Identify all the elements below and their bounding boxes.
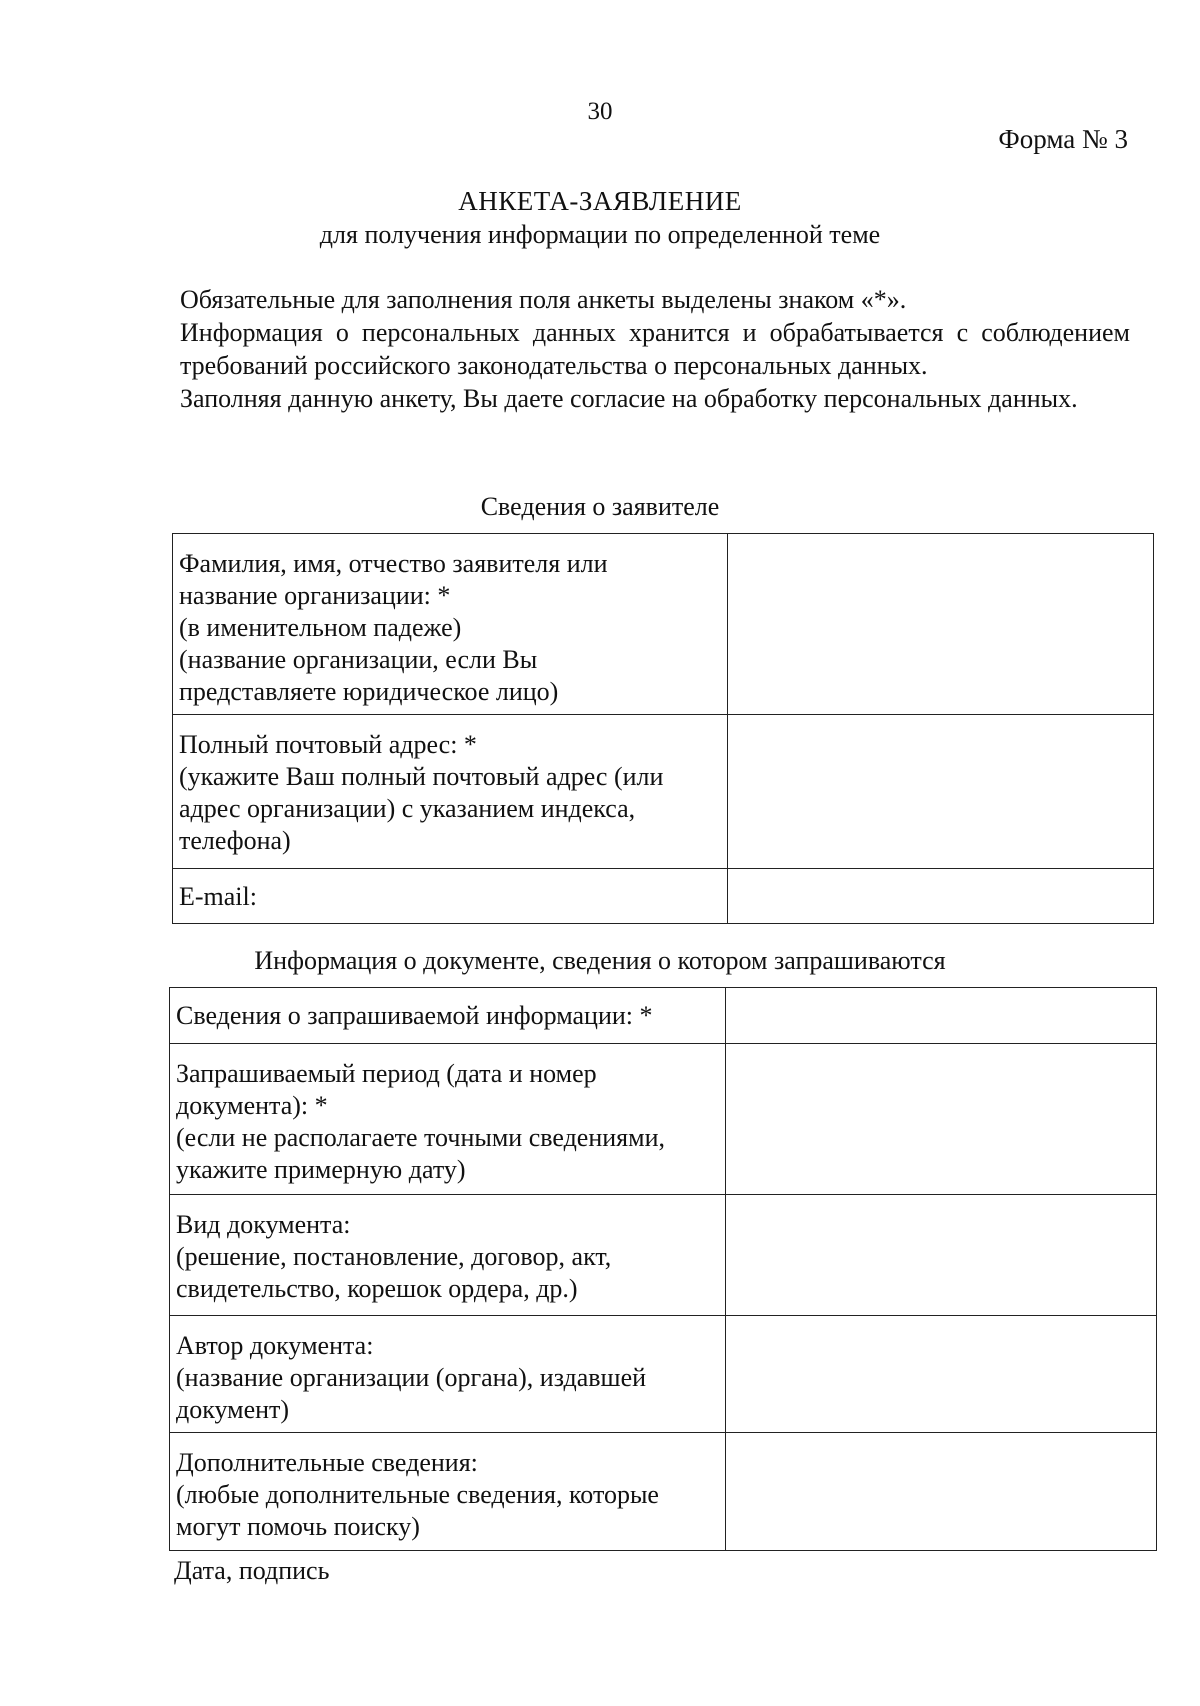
required-fields-note: Обязательные для заполнения поля анкеты выделены знаком «*». <box>180 285 907 314</box>
field-label-line: Вид документа: <box>176 1210 351 1239</box>
consent-note: Заполняя данную анкету, Вы даете согласие на обработку персональных данных. <box>180 384 1078 413</box>
postal-address-label <box>173 715 728 869</box>
requested-period-field[interactable] <box>726 1044 1157 1195</box>
table-row <box>170 988 1157 1044</box>
field-label-line: документ) <box>176 1395 290 1424</box>
document-title: АНКЕТА-ЗАЯВЛЕНИЕ <box>458 186 742 216</box>
field-label-line: (название организации (органа), издавшей <box>176 1363 647 1392</box>
field-label-line: могут помочь поиску) <box>176 1512 420 1541</box>
date-signature-label: Дата, подпись <box>174 1556 330 1585</box>
field-label-line: Автор документа: <box>176 1331 374 1360</box>
field-label-line: Полный почтовый адрес: * <box>179 730 477 759</box>
field-label-line: Дополнительные сведения: <box>176 1448 478 1477</box>
field-label-line: (в именительном падеже) <box>179 613 462 642</box>
field-label-line: Сведения о запрашиваемой информации: * <box>176 1001 653 1030</box>
postal-address-field[interactable] <box>728 715 1154 869</box>
field-label-line: название организации: * <box>179 581 451 610</box>
field-label-line: телефона) <box>179 826 291 855</box>
field-label-line: свидетельство, корешок ордера, др.) <box>176 1274 578 1303</box>
table-row <box>173 869 1154 924</box>
table-row <box>170 1195 1157 1316</box>
applicant-name-label <box>173 534 728 715</box>
field-label-line: укажите примерную дату) <box>176 1155 466 1184</box>
additional-info-field[interactable] <box>726 1433 1157 1551</box>
field-label-line: представляете юридическое лицо) <box>179 677 559 706</box>
page-number: 30 <box>587 98 613 125</box>
document-table <box>169 987 1157 1551</box>
document-author-field[interactable] <box>726 1316 1157 1433</box>
applicant-table <box>172 533 1154 924</box>
email-field[interactable] <box>728 869 1154 924</box>
intro-text <box>180 283 1130 415</box>
field-label-line: (название организации, если Вы <box>179 645 538 674</box>
field-label-line: (если не располагаете точными сведениями, <box>176 1123 665 1152</box>
requested-period-label <box>170 1044 726 1195</box>
field-label-line: адрес организации) с указанием индекса, <box>179 794 636 823</box>
field-label-line: (решение, постановление, договор, акт, <box>176 1242 612 1271</box>
requested-info-field[interactable] <box>726 988 1157 1044</box>
document-author-label <box>170 1316 726 1433</box>
table-row <box>170 1433 1157 1551</box>
field-label-line: E-mail: <box>179 882 257 911</box>
document-type-field[interactable] <box>726 1195 1157 1316</box>
table-row <box>173 534 1154 715</box>
field-label-line: Запрашиваемый период (дата и номер <box>176 1059 597 1088</box>
personal-data-storage-note: Информация о персональных данных хранится и обрабатывается с соблюдением требований российского законодательства о персональных данных. <box>180 318 1130 380</box>
table-row <box>170 1316 1157 1433</box>
form-number: Форма № 3 <box>998 124 1128 154</box>
field-label-line: (укажите Ваш полный почтовый адрес (или <box>179 762 664 791</box>
field-label-line: Фамилия, имя, отчество заявителя или <box>179 549 608 578</box>
document-subtitle: для получения информации по определенной теме <box>319 220 881 249</box>
email-label <box>173 869 728 924</box>
field-label-line: (любые дополнительные сведения, которые <box>176 1480 659 1509</box>
field-label-line: документа): * <box>176 1091 328 1120</box>
document-section-heading: Информация о документе, сведения о котором запрашиваются <box>254 946 946 975</box>
applicant-section-heading: Сведения о заявителе <box>480 492 720 521</box>
table-row <box>173 715 1154 869</box>
applicant-name-field[interactable] <box>728 534 1154 715</box>
additional-info-label <box>170 1433 726 1551</box>
table-row <box>170 1044 1157 1195</box>
document-type-label <box>170 1195 726 1316</box>
requested-info-label <box>170 988 726 1044</box>
